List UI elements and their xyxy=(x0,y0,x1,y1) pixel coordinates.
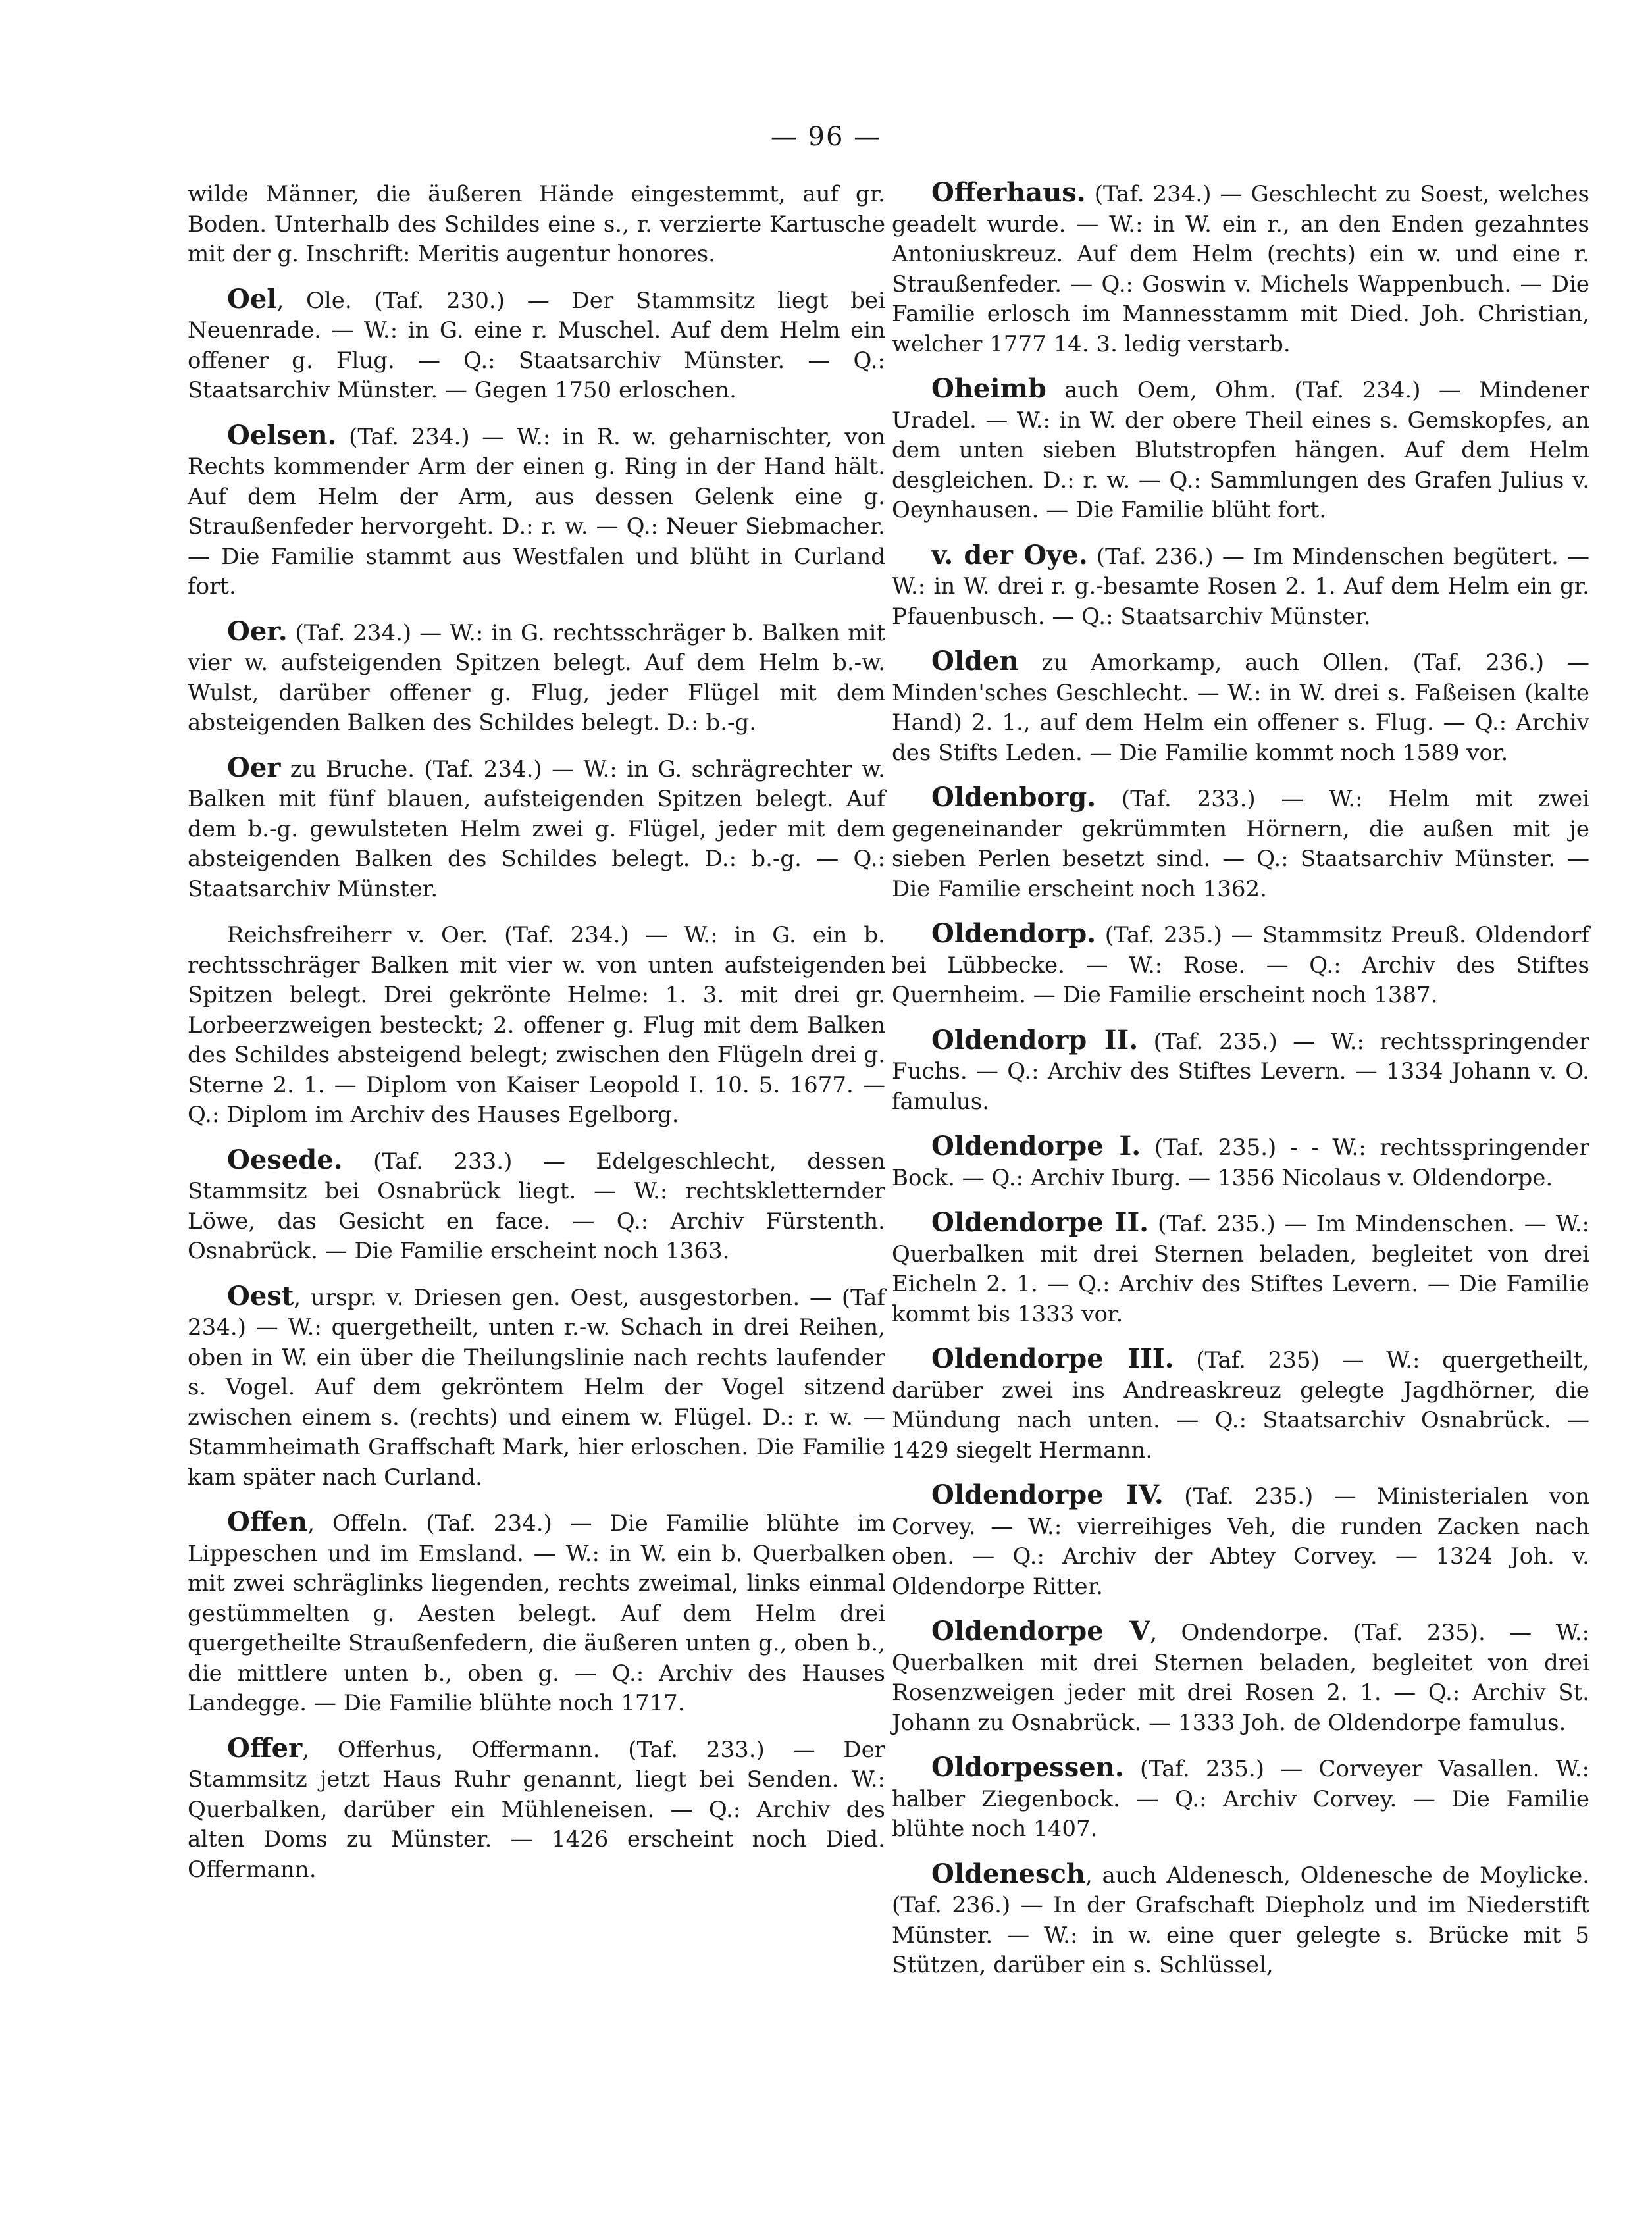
entry xyxy=(188,617,885,738)
entry-text: (Taf. 235.) - - W.: rechtsspringender Bock. — Q.: Archiv Iburg. — 1356 Nicolaus v. Oldendorpe. xyxy=(892,1135,1589,1191)
entry xyxy=(188,1145,885,1267)
entry xyxy=(892,646,1589,768)
entry xyxy=(188,919,885,1131)
entry xyxy=(892,1480,1589,1602)
page-number: — 96 — xyxy=(770,122,882,152)
entry-text: zu Bruche. (Taf. 234.) — W.: in G. schrägrechter w. Balken mit fünf blauen, aufsteigenden Spitzen belegt. Auf dem b.-g. gewulsteten Helm zwei g. Flügel, jeder mit dem absteigenden Balken des Schildes belegt. D.: b.-g. — Q.: Staatsarchiv Münster. xyxy=(188,755,885,902)
entry-headword: Oldendorpe IV. xyxy=(931,1479,1164,1510)
entry-headword: Oldendorpe V xyxy=(931,1616,1150,1647)
entry-text: , auch Aldenesch, Oldenesche de Moylicke. (Taf. 236.) — In der Grafschaft Diepholz und im Niederstift Münster. — W.: in w. eine quer gelegte s. Brücke mit 5 Stützen, darüber ein s. Schlüssel, xyxy=(892,1862,1589,1978)
entry-headword: Offerhaus. xyxy=(931,177,1086,208)
entry xyxy=(892,919,1589,1011)
entry-text: , Offerhus, Offermann. (Taf. 233.) — Der Stammsitz jetzt Haus Ruhr genannt, liegt bei Senden. W.: Querbalken, darüber ein Mühleneisen. — Q.: Archiv des alten Doms zu Münster. — 1426 erscheint noch Died. Offermann. xyxy=(188,1736,885,1883)
entry-headword: Oldendorp II. xyxy=(931,1024,1139,1056)
entry xyxy=(188,284,885,406)
entry-headword: Oldenborg. xyxy=(931,782,1097,813)
entry xyxy=(188,753,885,905)
entry-headword: Oesede. xyxy=(227,1144,343,1175)
entry xyxy=(892,1131,1589,1193)
entry-text: (Taf. 236.) — Im Mindenschen begütert. — W.: in W. drei r. g.-besamte Rosen 2. 1. Auf dem Helm ein gr. Pfauenbusch. — Q.: Staatsarchiv Münster. xyxy=(892,543,1589,630)
entry-text: Reichsfreiherr v. Oer. (Taf. 234.) — W.: in G. ein b. rechtsschräger Balken mit vier w. von unten aufsteigenden Spitzen belegt. Drei gekrönte Helme: 1. 3. mit drei gr. Lorbeerzweigen besteckt; 2. offener g. Flug mit dem Balken des Schildes absteigend belegt; zwischen den Flügeln drei g. Sterne 2. 1. — Diplom von Kaiser Leopold I. 10. 5. 1677. — Q.: Diplom im Archiv des Hauses Egelborg. xyxy=(188,922,885,1128)
entry-headword: Oest xyxy=(227,1280,294,1312)
column-divider xyxy=(874,178,875,2159)
entry-text: auch Oem, Ohm. (Taf. 234.) — Mindener Uradel. — W.: in W. der obere Theil eines s. Gemskopfes, an dem unten sieben Blutstropfen hängen. Auf dem Helm desgleichen. D.: r. w. — Q.: Sammlungen des Grafen Julius v. Oeynhausen. — Die Familie blüht fort. xyxy=(892,377,1589,523)
entry xyxy=(892,374,1589,526)
entry-headword: Oldorpessen. xyxy=(931,1752,1124,1783)
entry xyxy=(892,1752,1589,1845)
entry xyxy=(892,1344,1589,1466)
entry-text: , Offeln. (Taf. 234.) — Die Familie blühte im Lippeschen und im Emsland. — W.: in W. ein b. Querbalken mit zwei schräglinks liegenden, rechts zweimal, links einmal gestümmelten g. Aesten belegt. Auf dem Helm drei quergetheilte Straußenfedern, die äußeren unten g., oben b., die mittlere unten b., oben g. — Q.: Archiv des Hauses Landegge. — Die Familie blühte noch 1717. xyxy=(188,1510,885,1716)
entry-text: (Taf. 233.) — Edelgeschlecht, dessen Stammsitz bei Osnabrück liegt. — W.: rechtskletternder Löwe, das Gesicht en face. — Q.: Archiv Fürstenth. Osnabrück. — Die Familie erscheint noch 1363. xyxy=(188,1148,885,1264)
entry xyxy=(188,1507,885,1719)
entry xyxy=(188,1733,885,1885)
entry-text: (Taf. 234.) — W.: in G. rechtsschräger b. Balken mit vier w. aufsteigenden Spitzen belegt. Auf dem Helm b.-w. Wulst, darüber offener g. Flug, jeder Flügel mit dem absteigenden Balken des Schildes belegt. D.: b.-g. xyxy=(188,619,885,736)
entry-headword: Offen xyxy=(227,1506,308,1537)
entry-text: , urspr. v. Driesen gen. Oest, ausgestorben. — (Taf 234.) — W.: quergetheilt, unten r.-w. Schach in drei Reihen, oben in W. ein über die Theilungslinie nach rechts laufender s. Vogel. Auf dem gekröntem Helm der Vogel sitzend zwischen einem s. (rechts) und einem w. Flügel. D.: r. w. — Stammheimath Graffschaft Mark, hier erloschen. Die Familie kam später nach Curland. xyxy=(188,1284,885,1491)
entry-headword: Oer xyxy=(227,752,281,783)
entry-text: (Taf. 235) — W.: quergetheilt, darüber zwei ins Andreaskreuz gelegte Jagdhörner, die Mündung nach unten. — Q.: Staatsarchiv Osnabrück. — 1429 siegelt Hermann. xyxy=(892,1347,1589,1464)
entry-headword: Oldendorpe II. xyxy=(931,1207,1149,1238)
entry-text: zu Amorkamp, auch Ollen. (Taf. 236.) — Minden'sches Geschlecht. — W.: in W. drei s. Faßeisen (kalte Hand) 2. 1., auf dem Helm ein offener s. Flug. — Q.: Archiv des Stifts Leden. — Die Familie kommt noch 1589 vor. xyxy=(892,650,1589,766)
entry xyxy=(892,1208,1589,1329)
entry xyxy=(892,540,1589,632)
entry-text: (Taf. 233.) — W.: Helm mit zwei gegeneinander gekrümmten Hörnern, die außen mit je sieben Perlen besetzt sind. — Q.: Staatsarchiv Münster. — Die Familie erscheint noch 1362. xyxy=(892,786,1589,902)
entry-headword: Offer xyxy=(227,1732,303,1764)
entry-text: (Taf. 234.) — W.: in R. w. geharnischter, von Rechts kommender Arm der einen g. Ring in der Hand hält. Auf dem Helm der Arm, aus dessen Gelenk eine g. Straußenfeder hervorgeht. D.: r. w. — Q.: Neuer Siebmacher. — Die Familie stammt aus Westfalen und blüht in Curland fort. xyxy=(188,423,885,600)
left-column xyxy=(188,178,885,1899)
entry-text: , Ondendorpe. (Taf. 235). — W.: Querbalken mit drei Sternen beladen, begleitet von drei Rosenzweigen jeder mit drei Rosen 2. 1. — Q.: Archiv St. Johann zu Osnabrück. — 1333 Joh. de Oldendorpe famulus. xyxy=(892,1620,1589,1736)
entry xyxy=(892,178,1589,359)
entry-headword: Olden xyxy=(931,646,1019,677)
entry xyxy=(188,1281,885,1493)
entry-headword: Oelsen. xyxy=(227,419,337,451)
entry-headword: v. der Oye. xyxy=(931,539,1088,571)
entry-headword: Oheimb xyxy=(931,373,1046,404)
entry xyxy=(892,1616,1589,1738)
entry xyxy=(892,782,1589,904)
entry xyxy=(892,1025,1589,1117)
entry-text: (Taf. 235.) — Stammsitz Preuß. Oldendorf bei Lübbecke. — W.: Rose. — Q.: Archiv des Stiftes Quernheim. — Die Familie erscheint noch 1387. xyxy=(892,922,1589,1008)
entry-headword: Oldendorpe I. xyxy=(931,1131,1141,1162)
entry-text: (Taf. 234.) — Geschlecht zu Soest, welches geadelt wurde. — W.: in W. ein r., an den Enden gezahntes Antoniuskreuz. Auf dem Helm (rechts) ein w. und eine r. Straußenfeder. — Q.: Goswin v. Michels Wappenbuch. — Die Familie erlosch im Mannesstamm mit Died. Joh. Christian, welcher 1777 14. 3. ledig verstarb. xyxy=(892,181,1589,357)
entry-headword: Oldenesch xyxy=(931,1858,1085,1889)
entry-headword: Oel xyxy=(227,283,277,315)
entry-text: wilde Männer, die äußeren Hände eingestemmt, auf gr. Boden. Unterhalb des Schildes eine s., r. verzierte Kartusche mit der g. Inschrift: Meritis augentur honores. xyxy=(188,181,885,267)
entry-text: (Taf. 235.) — Ministerialen von Corvey. — W.: vierreihiges Veh, die runden Zacken nach oben. — Q.: Archiv der Abtey Corvey. — 1324 Joh. v. Oldendorpe Ritter. xyxy=(892,1483,1589,1600)
entry xyxy=(188,421,885,602)
entry-headword: Oer. xyxy=(227,615,288,647)
entry xyxy=(892,1859,1589,1981)
entry-headword: Oldendorp. xyxy=(931,918,1097,949)
entry-text: (Taf. 235.) — Im Mindenschen. — W.: Querbalken mit drei Sternen beladen, begleitet von drei Eicheln 2. 1. — Q.: Archiv des Stiftes Levern. — Die Familie kommt bis 1333 vor. xyxy=(892,1211,1589,1327)
entry-text: (Taf. 235.) — W.: rechtsspringender Fuchs. — Q.: Archiv des Stiftes Levern. — 1334 Johann v. O. famulus. xyxy=(892,1028,1589,1115)
entry xyxy=(188,178,885,270)
entry-headword: Oldendorpe III. xyxy=(931,1343,1174,1374)
entry-text: (Taf. 235.) — Corveyer Vasallen. W.: halber Ziegenbock. — Q.: Archiv Corvey. — Die Familie blühte noch 1407. xyxy=(892,1756,1589,1842)
entry-text: , Ole. (Taf. 230.) — Der Stammsitz liegt bei Neuenrade. — W.: in G. eine r. Muschel. Auf dem Helm ein offener g. Flug. — Q.: Staatsarchiv Münster. — Q.: Staatsarchiv Münster. — Gegen 1750 erloschen. xyxy=(188,287,885,403)
right-column xyxy=(892,178,1589,1995)
